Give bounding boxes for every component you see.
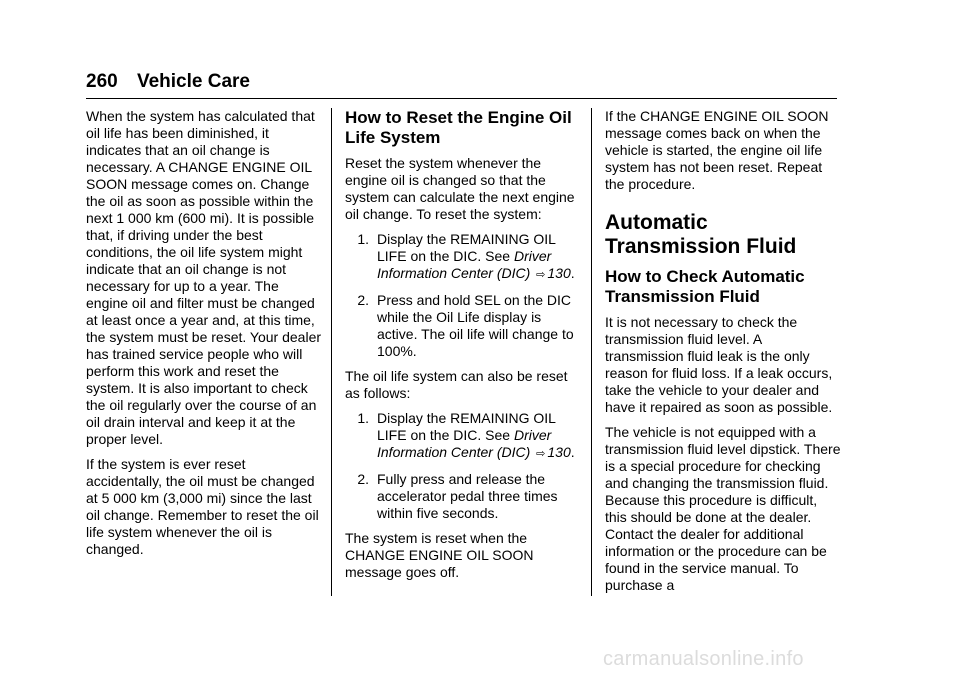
column-3 xyxy=(605,108,841,602)
column-divider xyxy=(331,108,332,596)
header-rule xyxy=(86,98,837,99)
list-item xyxy=(345,231,581,284)
column-1 xyxy=(86,108,322,566)
punctuation: . xyxy=(570,265,575,281)
list-text: Display the REMAINING OIL LIFE on the DIC. See xyxy=(377,410,556,443)
paragraph: Reset the system whenever the engine oil is changed so that the system can calculate the next engine oil change. To reset the system: xyxy=(345,155,575,222)
page-reference[interactable]: 130 xyxy=(547,265,571,281)
column-2 xyxy=(345,108,581,589)
punctuation: . xyxy=(570,444,575,460)
page-number: 260 xyxy=(86,71,118,92)
list-text: Press and hold SEL on the DIC while the Oil Life display is active. The oil life will change to 100%. xyxy=(377,292,574,359)
paragraph: The vehicle is not equipped with a transmission fluid level dipstick. There is a special procedure for checking and changing the transmission fluid. Because this procedure is difficult, this should be done at the dealer. Contact the dealer for additional information or the procedure can be found in the service manual. To purchase a xyxy=(605,424,841,593)
section-heading: Automatic Transmission Fluid xyxy=(605,211,797,258)
paragraph: If the system is ever reset accidentally, the oil must be changed at 5 000 km (3,000 mi) since the last oil change. Remember to reset the oil life system whenever the oil is changed. xyxy=(86,456,319,557)
list-item xyxy=(345,471,581,522)
paragraph: If the CHANGE ENGINE OIL SOON message comes back on when the vehicle is started, the engine oil life system has not been reset. Repeat the procedure. xyxy=(605,108,829,192)
list-item xyxy=(345,410,581,463)
paragraph: It is not necessary to check the transmission fluid level. A transmission fluid leak is the only reason for fluid loss. If a leak occurs, take the vehicle to your dealer and have it repaired as soon as possible. xyxy=(605,314,833,415)
cross-reference-link[interactable]: Driver Information Center (DIC) xyxy=(377,248,552,281)
subsection-heading: How to Reset the Engine Oil Life System xyxy=(345,108,572,147)
list-number: 2. xyxy=(357,471,369,487)
cross-reference-link[interactable]: Driver Information Center (DIC) xyxy=(377,427,552,460)
list-number: 1. xyxy=(357,410,369,426)
subsection-heading: How to Check Automatic Transmission Fluid xyxy=(605,267,805,306)
page-header xyxy=(86,71,250,93)
list-text: Fully press and release the accelerator pedal three times within five seconds. xyxy=(377,471,558,521)
page-reference-icon: ⇨ xyxy=(536,448,546,460)
paragraph: The system is reset when the CHANGE ENGINE OIL SOON message goes off. xyxy=(345,530,534,580)
section-title: Vehicle Care xyxy=(136,71,251,92)
list-number: 1. xyxy=(357,231,369,247)
page-reference[interactable]: 130 xyxy=(547,444,571,460)
page-reference-icon: ⇨ xyxy=(536,269,546,281)
list-text: Display the REMAINING OIL LIFE on the DIC. See xyxy=(377,231,556,264)
list-number: 2. xyxy=(357,292,369,308)
paragraph: When the system has calculated that oil life has been diminished, it indicates that an oil change is necessary. A CHANGE ENGINE OIL SOON message comes on. Change the oil as soon as possible within the next 1 000 km (600 mi). It is possible that, if driving under the best conditions, the oil life system might indicate that an oil change is not necessary for up to a year. The engine oil and filter must be changed at least once a year and, at this time, the system must be reset. Your dealer has trained service people who will perform this work and reset the system. It is also important to check the oil regularly over the course of an oil drain interval and keep it at the proper level. xyxy=(86,108,322,447)
watermark: carmanualsonline.info xyxy=(603,648,804,670)
list-item xyxy=(345,292,581,360)
column-divider xyxy=(591,108,592,596)
paragraph: The oil life system can also be reset as follows: xyxy=(345,368,568,401)
